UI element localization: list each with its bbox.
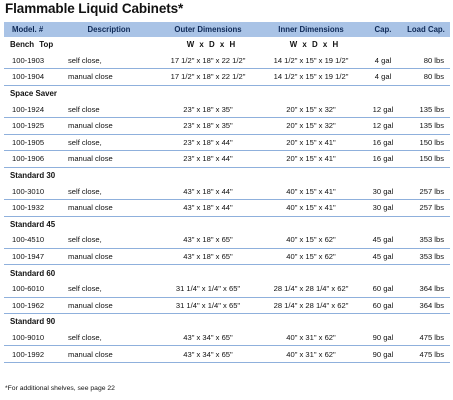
table-row xyxy=(4,281,450,297)
cell-load-capacity: 475 lbs xyxy=(402,330,450,346)
cell-capacity: 4 gal xyxy=(364,69,402,86)
cell-outer-dimensions: 17 1/2" x 18" x 22 1/2" xyxy=(158,53,258,69)
cell-inner-dimensions: 14 1/2" x 15" x 19 1/2" xyxy=(258,53,364,69)
cell-description: manual close xyxy=(60,248,158,265)
cell-outer-dimensions: 31 1/4" x 1/4" x 65" xyxy=(158,281,258,297)
cell-outer-dimensions: 23" x 18" x 35" xyxy=(158,101,258,117)
group-name: Standard 30 xyxy=(10,171,56,181)
cell-description: self close, xyxy=(60,53,158,69)
cell-load-capacity: 364 lbs xyxy=(402,297,450,314)
header-capacity: Cap. xyxy=(364,22,402,37)
group-filler xyxy=(364,37,450,53)
cell-outer-dimensions: 17 1/2" x 18" x 22 1/2" xyxy=(158,69,258,86)
cell-load-capacity: 364 lbs xyxy=(402,281,450,297)
cell-load-capacity: 80 lbs xyxy=(402,69,450,86)
cell-inner-dimensions: 40" x 15" x 41" xyxy=(258,199,364,216)
table-row xyxy=(4,297,450,314)
group-name: Standard 90 xyxy=(10,317,56,327)
header-model: Model. # xyxy=(4,22,60,37)
table-row xyxy=(4,134,450,151)
cell-inner-dimensions: 20" x 15" x 41" xyxy=(258,151,364,168)
group-name: Space Saver xyxy=(10,89,57,99)
cell-inner-dimensions: 40" x 15" x 62" xyxy=(258,248,364,265)
cell-model: 100-1925 xyxy=(4,117,60,134)
cell-load-capacity: 475 lbs xyxy=(402,346,450,363)
cell-inner-dimensions: 40" x 15" x 41" xyxy=(258,183,364,199)
cell-description: self close, xyxy=(60,232,158,248)
cell-load-capacity: 135 lbs xyxy=(402,101,450,117)
cell-inner-dimensions: 40" x 31" x 62" xyxy=(258,346,364,363)
cell-load-capacity: 150 lbs xyxy=(402,151,450,168)
cell-outer-dimensions: 43" x 18" x 65" xyxy=(158,232,258,248)
table-row xyxy=(4,232,450,248)
header-inner-dimensions: Inner Dimensions xyxy=(258,22,364,37)
cell-model: 100-1932 xyxy=(4,199,60,216)
cell-load-capacity: 353 lbs xyxy=(402,248,450,265)
cell-model: 100-1906 xyxy=(4,151,60,168)
cell-outer-dimensions: 23" x 18" x 35" xyxy=(158,117,258,134)
cell-inner-dimensions: 40" x 31" x 62" xyxy=(258,330,364,346)
table-row xyxy=(4,330,450,346)
table-row xyxy=(4,248,450,265)
group-filler xyxy=(158,265,450,281)
group-name: Bench Top xyxy=(10,40,54,50)
table-row xyxy=(4,117,450,134)
cell-capacity: 30 gal xyxy=(364,199,402,216)
header-outer-dimensions: Outer Dimensions xyxy=(158,22,258,37)
cell-model: 100-1905 xyxy=(4,134,60,151)
cell-model: 100-3010 xyxy=(4,183,60,199)
cell-capacity: 45 gal xyxy=(364,248,402,265)
cell-outer-dimensions: 43" x 18" x 44" xyxy=(158,199,258,216)
cell-description: self close, xyxy=(60,134,158,151)
cell-description: manual close xyxy=(60,346,158,363)
cell-capacity: 90 gal xyxy=(364,346,402,363)
cell-inner-dimensions: 14 1/2" x 15" x 19 1/2" xyxy=(258,69,364,86)
header-description: Description xyxy=(60,22,158,37)
cell-outer-dimensions: 43" x 18" x 65" xyxy=(158,248,258,265)
cell-model: 100-1903 xyxy=(4,53,60,69)
cell-load-capacity: 257 lbs xyxy=(402,199,450,216)
table-row xyxy=(4,101,450,117)
table-row xyxy=(4,69,450,86)
cell-capacity: 16 gal xyxy=(364,151,402,168)
table-row xyxy=(4,199,450,216)
cell-capacity: 4 gal xyxy=(364,53,402,69)
cell-description: manual close xyxy=(60,151,158,168)
cell-capacity: 60 gal xyxy=(364,281,402,297)
table-header-row xyxy=(4,22,450,37)
cell-inner-dimensions: 20" x 15" x 41" xyxy=(258,134,364,151)
cell-model: 100-1904 xyxy=(4,69,60,86)
cell-inner-dimensions: 20" x 15" x 32" xyxy=(258,101,364,117)
cell-model: 100-1962 xyxy=(4,297,60,314)
group-name: Standard 60 xyxy=(10,268,56,278)
cell-description: manual close xyxy=(60,117,158,134)
group-filler xyxy=(158,85,450,101)
table-row xyxy=(4,346,450,363)
cell-description: self close xyxy=(60,101,158,117)
cell-capacity: 90 gal xyxy=(364,330,402,346)
group-row xyxy=(4,167,450,183)
cell-outer-dimensions: 23" x 18" x 44" xyxy=(158,134,258,151)
group-row xyxy=(4,265,450,281)
cell-capacity: 45 gal xyxy=(364,232,402,248)
cell-load-capacity: 80 lbs xyxy=(402,53,450,69)
group-filler xyxy=(158,314,450,330)
cell-capacity: 16 gal xyxy=(364,134,402,151)
cell-description: manual close xyxy=(60,199,158,216)
cell-description: manual close xyxy=(60,69,158,86)
group-filler xyxy=(158,216,450,232)
cell-outer-dimensions: 43" x 34" x 65" xyxy=(158,330,258,346)
cell-description: manual close xyxy=(60,297,158,314)
units-inner: W x D x H xyxy=(289,40,339,50)
cell-outer-dimensions: 23" x 18" x 44" xyxy=(158,151,258,168)
cell-model: 100-4510 xyxy=(4,232,60,248)
cell-model: 100-9010 xyxy=(4,330,60,346)
group-row xyxy=(4,314,450,330)
group-row xyxy=(4,85,450,101)
cell-outer-dimensions: 31 1/4" x 1/4" x 65" xyxy=(158,297,258,314)
cabinets-table xyxy=(4,22,450,363)
cell-capacity: 60 gal xyxy=(364,297,402,314)
cell-description: self close, xyxy=(60,330,158,346)
cell-load-capacity: 257 lbs xyxy=(402,183,450,199)
cell-description: self close, xyxy=(60,183,158,199)
units-outer: W x D x H xyxy=(186,40,236,50)
cell-load-capacity: 353 lbs xyxy=(402,232,450,248)
group-row xyxy=(4,37,450,53)
cell-inner-dimensions: 28 1/4" x 28 1/4" x 62" xyxy=(258,297,364,314)
cell-load-capacity: 150 lbs xyxy=(402,134,450,151)
group-row xyxy=(4,216,450,232)
cell-outer-dimensions: 43" x 34" x 65" xyxy=(158,346,258,363)
cell-model: 100-1947 xyxy=(4,248,60,265)
group-name: Standard 45 xyxy=(10,219,56,229)
cell-model: 100-1924 xyxy=(4,101,60,117)
page-title: Flammable Liquid Cabinets* xyxy=(5,1,184,16)
cell-inner-dimensions: 40" x 15" x 62" xyxy=(258,232,364,248)
cell-capacity: 12 gal xyxy=(364,117,402,134)
cell-capacity: 30 gal xyxy=(364,183,402,199)
table-row xyxy=(4,53,450,69)
cell-inner-dimensions: 20" x 15" x 32" xyxy=(258,117,364,134)
cell-model: 100-1992 xyxy=(4,346,60,363)
cell-description: self close, xyxy=(60,281,158,297)
cell-capacity: 12 gal xyxy=(364,101,402,117)
cell-model: 100-6010 xyxy=(4,281,60,297)
table-row xyxy=(4,183,450,199)
cell-inner-dimensions: 28 1/4" x 28 1/4" x 62" xyxy=(258,281,364,297)
group-filler xyxy=(158,167,450,183)
header-load-capacity: Load Cap. xyxy=(402,22,450,37)
table-row xyxy=(4,151,450,168)
cell-load-capacity: 135 lbs xyxy=(402,117,450,134)
cell-outer-dimensions: 43" x 18" x 44" xyxy=(158,183,258,199)
footnote: *For additional shelves, see page 22 xyxy=(5,385,115,392)
